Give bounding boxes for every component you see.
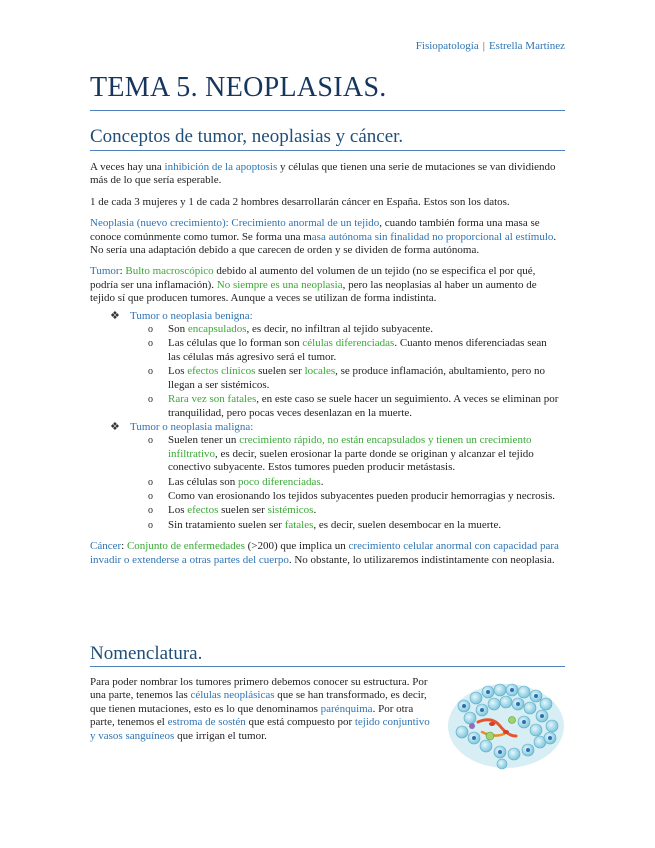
section-divider-concepts: [90, 150, 565, 151]
list-item: o Sin tratamiento suelen ser fatales, es decir, suelen desembocar en la muerte.: [148, 518, 502, 531]
page-title: TEMA 5. NEOPLASIAS.: [90, 72, 387, 103]
benign-label: Tumor o neoplasia benigna:: [130, 309, 253, 322]
malign-sublist: [90, 434, 560, 532]
tumor-types-list: [90, 310, 560, 533]
list-item-benign: [90, 310, 560, 420]
list-item: o Rara vez son fatales, en este caso se suele hacer un seguimiento. A veces se eliminan por tranquilidad, pero pocas veces desenlazan en la muerte.: [148, 393, 559, 419]
circle-bullet-icon: o: [148, 324, 153, 336]
benign-sublist: [90, 323, 560, 420]
tumor-tissue-illustration-icon: [442, 676, 566, 770]
header-separator: |: [482, 40, 485, 52]
list-item: o Las células son poco diferenciadas.: [148, 475, 324, 488]
circle-bullet-icon: o: [148, 505, 153, 517]
circle-bullet-icon: o: [148, 366, 153, 378]
section-body-concepts: [90, 161, 560, 575]
list-item: o Los efectos clínicos suelen ser locales, se produce inflamación, abultamiento, pero no llegan a ser sistémicos.: [148, 365, 545, 391]
circle-bullet-icon: o: [148, 490, 153, 502]
paragraph-cancer: Cáncer: Conjunto de enfermedades (>200) que implica un crecimiento celular anormal con capacidad para invadir o extenderse a otras partes del cuerpo. No obstante, lo utilizaremos indistintamente con neoplasia.: [90, 540, 559, 566]
circle-bullet-icon: o: [148, 476, 153, 488]
circle-bullet-icon: o: [148, 435, 153, 447]
circle-bullet-icon: o: [148, 519, 153, 531]
malign-label: Tumor o neoplasia maligna:: [130, 420, 254, 433]
title-divider: [90, 110, 565, 111]
circle-bullet-icon: o: [148, 394, 153, 406]
header-subject: Fisiopatología: [415, 40, 479, 52]
paragraph-statistics: 1 de cada 3 mujeres y 1 de cada 2 hombres desarrollarán cáncer en España. Estos son los datos.: [90, 195, 510, 208]
diamond-bullet-icon: ❖: [110, 420, 120, 433]
list-item: o Los efectos suelen ser sistémicos.: [148, 504, 317, 517]
paragraph-apoptosis: A veces hay una inhibición de la apoptosis y células que tienen una serie de mutaciones se van dividiendo más de lo que sería esperable.: [90, 161, 556, 187]
list-item: o Son encapsulados, es decir, no infiltran al tejido subyacente.: [148, 323, 434, 336]
paragraph-nomenclature: Para poder nombrar los tumores primero debemos conocer su estructura. Por una parte, tenemos las células neoplásicas que se han transformado, es decir, que tienen mutaciones, esto es lo que denominamos parénquima. Por otra parte, tenemos el estroma de sostén que está compuesto por tejido conjuntivo y vasos sanguíneos que irrigan el tumor.: [90, 676, 430, 742]
list-item: o Como van erosionando los tejidos subyacentes pueden producir hemorragias y necrosis.: [148, 489, 556, 502]
list-item-malign: [90, 421, 560, 532]
section-heading-concepts: Conceptos de tumor, neoplasias y cáncer.: [90, 126, 404, 147]
header-author: Estrella Martínez: [488, 40, 565, 52]
page-header: [416, 40, 565, 52]
section-divider-nomenclature: [90, 666, 565, 667]
paragraph-tumor: Tumor: Bulto macroscópico debido al aumento del volumen de un tejido (no se especifica el por qué, podría ser una inflamación). No siempre es una neoplasia, pero las neoplasias al haber un aumento de tejido sí que producen tumores. Aunque a veces se utilizan de forma indistinta.: [90, 265, 537, 305]
diamond-bullet-icon: ❖: [110, 309, 120, 322]
circle-bullet-icon: o: [148, 338, 153, 350]
list-item: o Las células que lo forman son células diferenciadas. Cuanto menos diferenciadas sean las células más agresivo será el tumor.: [148, 337, 547, 363]
section-heading-nomenclature: Nomenclatura.: [90, 643, 203, 664]
paragraph-neoplasia: Neoplasia (nuevo crecimiento): Crecimiento anormal de un tejido, cuando también forma una masa se conoce comúnmente como tumor. Se forma una masa autónoma sin finalidad no proporcional al estímulo. No sería una adaptación debido a que carecen de orden y se dividen de forma autónoma.: [90, 217, 557, 257]
list-item: o Suelen tener un crecimiento rápido, no están encapsulados y tienen un crecimiento infiltrativo, es decir, suelen erosionar la parte donde se originan y alcanzar el tejido conectivo subyacente. Estos tumores pueden producir metástasis.: [148, 434, 534, 474]
